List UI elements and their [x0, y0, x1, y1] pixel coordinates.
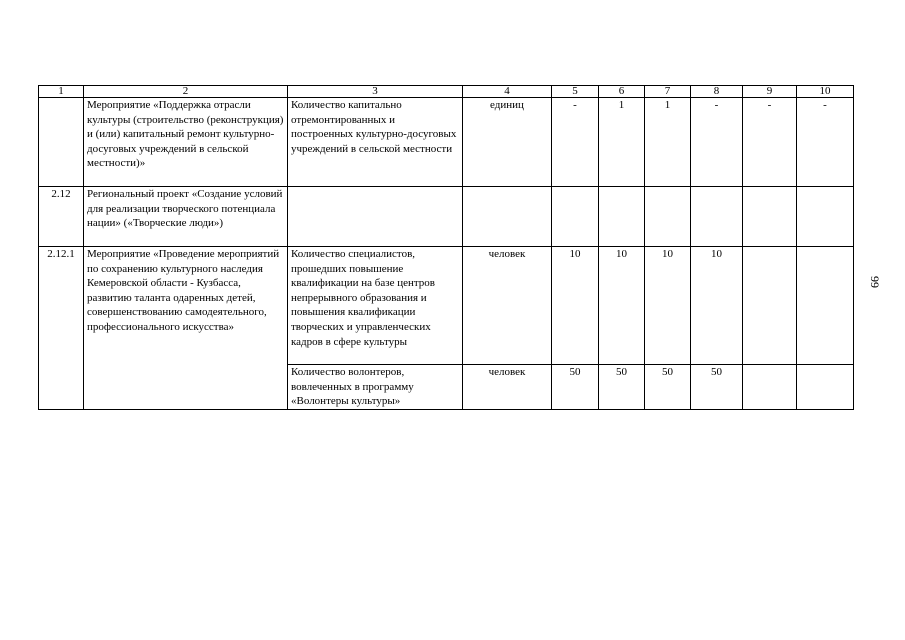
value-cell-8: [691, 187, 743, 247]
value-cell-5: [552, 187, 599, 247]
table-row: [39, 247, 854, 365]
header-row: [39, 86, 854, 98]
header-cell-5: 5: [552, 86, 599, 98]
indicator-cell: Количество капитально отремонтированных и построенных культурно-досуговых учреждений в сельской местности: [288, 98, 463, 187]
value-cell-10: [797, 365, 854, 410]
unit-cell: [463, 187, 552, 247]
value-cell-8: 50: [691, 365, 743, 410]
value-cell-9: [743, 247, 797, 365]
header-cell-9: 9: [743, 86, 797, 98]
value-cell-6: 1: [599, 98, 645, 187]
header-cell-4: 4: [463, 86, 552, 98]
value-cell-8: -: [691, 98, 743, 187]
row-number: 2.12.1: [39, 247, 84, 410]
table-row: [39, 98, 854, 187]
value-cell-9: [743, 187, 797, 247]
value-cell-7: 50: [645, 365, 691, 410]
header-cell-7: 7: [645, 86, 691, 98]
value-cell-9: -: [743, 98, 797, 187]
indicators-table: [38, 85, 854, 410]
unit-cell: единиц: [463, 98, 552, 187]
value-cell-8: 10: [691, 247, 743, 365]
row-number: [39, 98, 84, 187]
value-cell-6: 50: [599, 365, 645, 410]
page-number: 99: [868, 276, 882, 288]
event-cell: Мероприятие «Поддержка отрасли культуры (строительство (реконструкция) и (или) капитальный ремонт культурно-досуговых учреждений в сельской местности)»: [84, 98, 288, 187]
value-cell-7: 1: [645, 98, 691, 187]
header-cell-1: 1: [39, 86, 84, 98]
value-cell-10: [797, 247, 854, 365]
unit-cell: человек: [463, 365, 552, 410]
header-cell-6: 6: [599, 86, 645, 98]
value-cell-6: [599, 187, 645, 247]
header-cell-3: 3: [288, 86, 463, 98]
indicator-cell: Количество специалистов, прошедших повышение квалификации на базе центров непрерывного образования и повышения квалификации творческих и управленческих кадров в сфере культуры: [288, 247, 463, 365]
value-cell-5: 50: [552, 365, 599, 410]
value-cell-5: -: [552, 98, 599, 187]
value-cell-7: 10: [645, 247, 691, 365]
value-cell-10: -: [797, 98, 854, 187]
value-cell-5: 10: [552, 247, 599, 365]
header-cell-2: 2: [84, 86, 288, 98]
value-cell-9: [743, 365, 797, 410]
value-cell-7: [645, 187, 691, 247]
unit-cell: человек: [463, 247, 552, 365]
event-cell: Региональный проект «Создание условий для реализации творческого потенциала нации» («Творческие люди»): [84, 187, 288, 247]
value-cell-6: 10: [599, 247, 645, 365]
value-cell-10: [797, 187, 854, 247]
indicator-cell: Количество волонтеров, вовлеченных в программу «Волонтеры культуры»: [288, 365, 463, 410]
header-cell-10: 10: [797, 86, 854, 98]
header-cell-8: 8: [691, 86, 743, 98]
indicator-cell: [288, 187, 463, 247]
table-row: [39, 187, 854, 247]
event-cell: Мероприятие «Проведение мероприятий по сохранению культурного наследия Кемеровской области - Кузбасса, развитию таланта одаренных детей, совершенствованию самодеятельного, профессионального искусства»: [84, 247, 288, 410]
row-number: 2.12: [39, 187, 84, 247]
